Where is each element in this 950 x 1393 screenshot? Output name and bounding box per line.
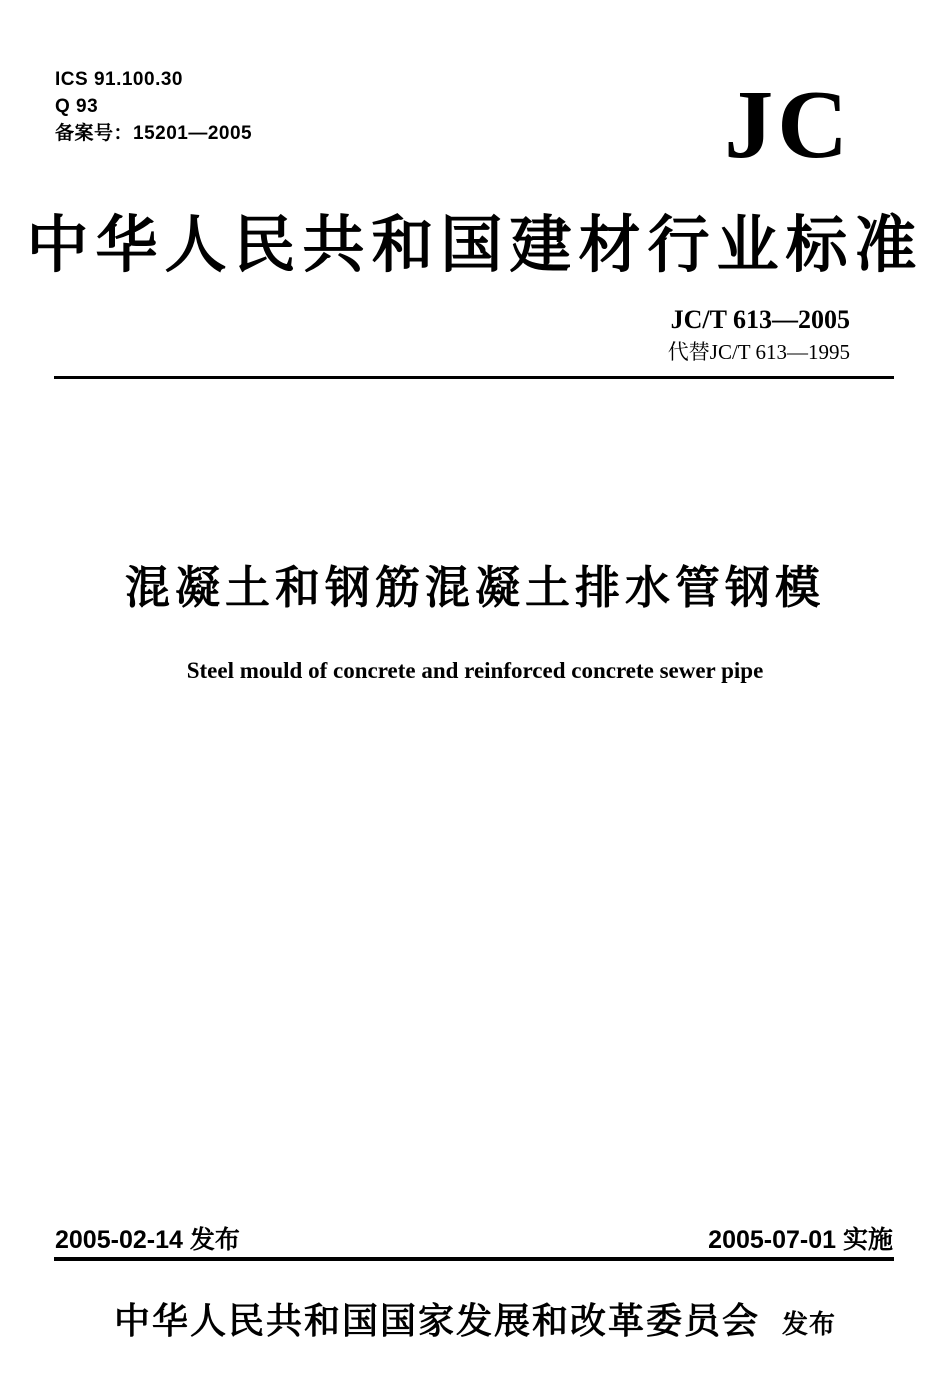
standard-category-title: 中华人民共和国建材行业标准 bbox=[26, 212, 924, 280]
header-rule bbox=[54, 376, 894, 379]
issue-date: 2005-02-14 发布 bbox=[55, 1226, 240, 1254]
document-title-en: Steel mould of concrete and reinforced concrete sewer pipe bbox=[186, 658, 764, 683]
record-number: 备案号：15201—2005 bbox=[55, 123, 253, 144]
issuer-line bbox=[0, 1300, 950, 1343]
implement-date: 2005-07-01 实施 bbox=[708, 1226, 893, 1254]
footer-dates-row bbox=[55, 1220, 893, 1256]
standard-number-block bbox=[668, 304, 850, 365]
issuer-name: 中华人民共和国国家发展和改革委员会 bbox=[113, 1301, 760, 1341]
standard-number: JC/T 613—2005 bbox=[670, 305, 850, 334]
top-meta-block bbox=[55, 66, 252, 147]
jc-logo: JC bbox=[724, 71, 852, 179]
issuer-publish-label: 发布 bbox=[782, 1309, 837, 1339]
doc-class-code: Q 93 bbox=[55, 96, 99, 117]
ics-code: ICS 91.100.30 bbox=[55, 69, 183, 90]
replaces-note: 代替JC/T 613—1995 bbox=[667, 339, 850, 364]
document-title-zh: 混凝土和钢筋混凝土排水管钢模 bbox=[124, 562, 825, 613]
footer-rule bbox=[54, 1257, 894, 1261]
